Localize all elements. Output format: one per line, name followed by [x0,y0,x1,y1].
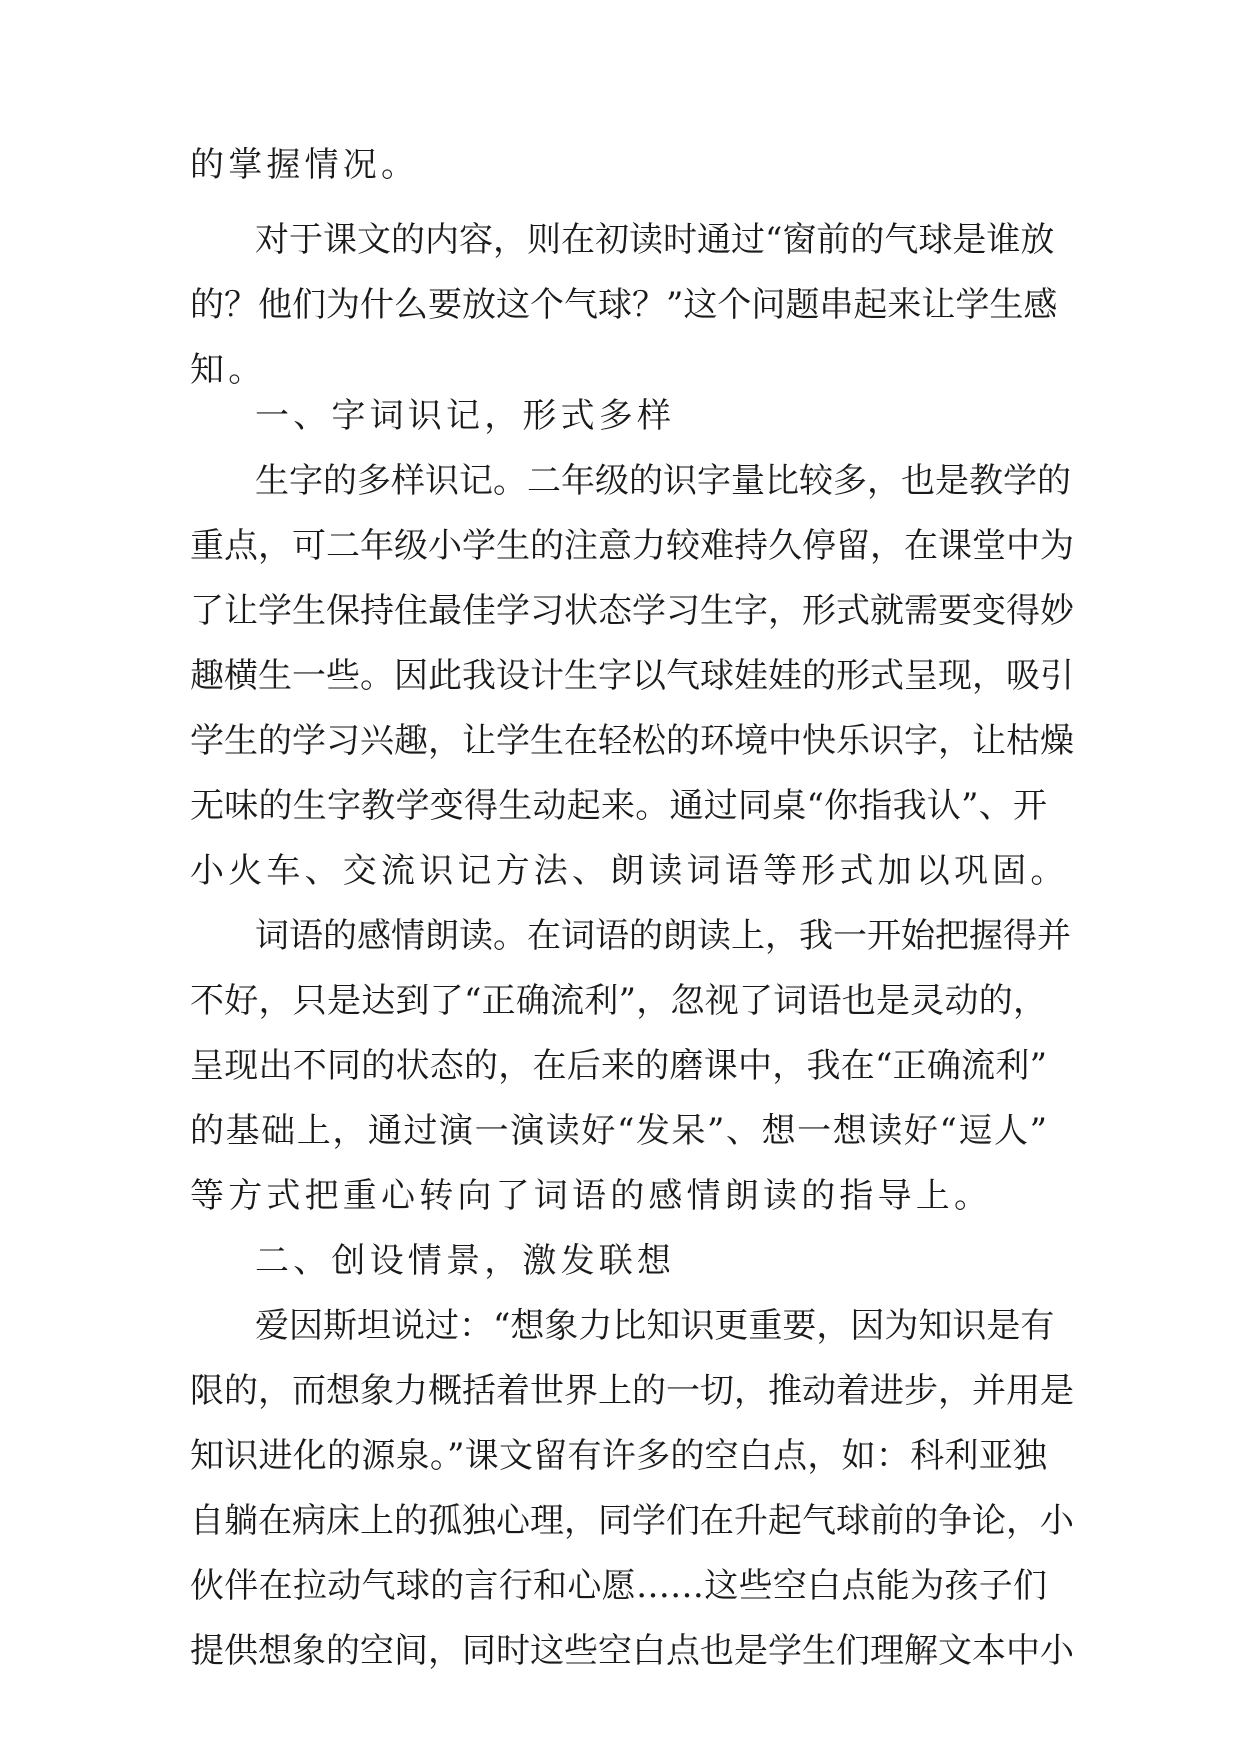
text-line-23: 伙伴在拉动气球的言行和心愿……这些空白点能为孩子们 [190,1566,1047,1606]
section-heading-2: 二、创设情景，激发联想 [255,1241,676,1281]
text-line-24: 提供想象的空间，同时这些空白点也是学生们理解文本中小 [190,1631,1074,1671]
text-line-22: 自躺在病床上的孤独心理，同学们在升起气球前的争论，小 [190,1501,1074,1541]
text-line-21: 知识进化的源泉。”课文留有许多的空白点，如：科利亚独 [190,1436,1047,1476]
text-line-3: 的？他们为什么要放这个气球？”这个问题串起来让学生感 [190,285,1058,325]
text-line-14: 不好，只是达到了“正确流利”，忽视了词语也是灵动的， [190,981,1047,1021]
text-line-2: 对于课文的内容，则在初读时通过“窗前的气球是谁放 [255,220,1055,260]
text-line-13: 词语的感情朗读。在词语的朗读上，我一开始把握得并 [255,916,1071,956]
text-line-16: 的基础上，通过演一演读好“发呆”、想一想读好“逗人” [190,1111,1047,1151]
text-line-15: 呈现出不同的状态的，在后来的磨课中，我在“正确流利” [190,1046,1047,1086]
section-heading-1: 一、字词识记，形式多样 [255,396,676,436]
text-line-9: 趣横生一些。因此我设计生字以气球娃娃的形式呈现，吸引 [190,656,1074,696]
text-line-12: 小火车、交流识记方法、朗读词语等形式加以巩固。 [190,851,1069,891]
text-line-7: 重点，可二年级小学生的注意力较难持久停留，在课堂中为 [190,526,1074,566]
text-line-1: 的掌握情况。 [190,145,420,185]
text-line-4: 知。 [190,350,267,390]
text-line-10: 学生的学习兴趣，让学生在轻松的环境中快乐识字，让枯燥 [190,721,1074,761]
text-line-20: 限的，而想象力概括着世界上的一切，推动着进步，并用是 [190,1371,1074,1411]
text-line-17: 等方式把重心转向了词语的感情朗读的指导上。 [190,1176,993,1216]
text-line-19: 爱因斯坦说过：“想象力比知识更重要，因为知识是有 [255,1306,1055,1346]
text-line-11: 无味的生字教学变得生动起来。通过同桌“你指我认”、开 [190,786,1047,826]
text-line-8: 了让学生保持住最佳学习状态学习生字，形式就需要变得妙 [190,591,1074,631]
text-line-6: 生字的多样识记。二年级的识字量比较多，也是教学的 [255,461,1071,501]
